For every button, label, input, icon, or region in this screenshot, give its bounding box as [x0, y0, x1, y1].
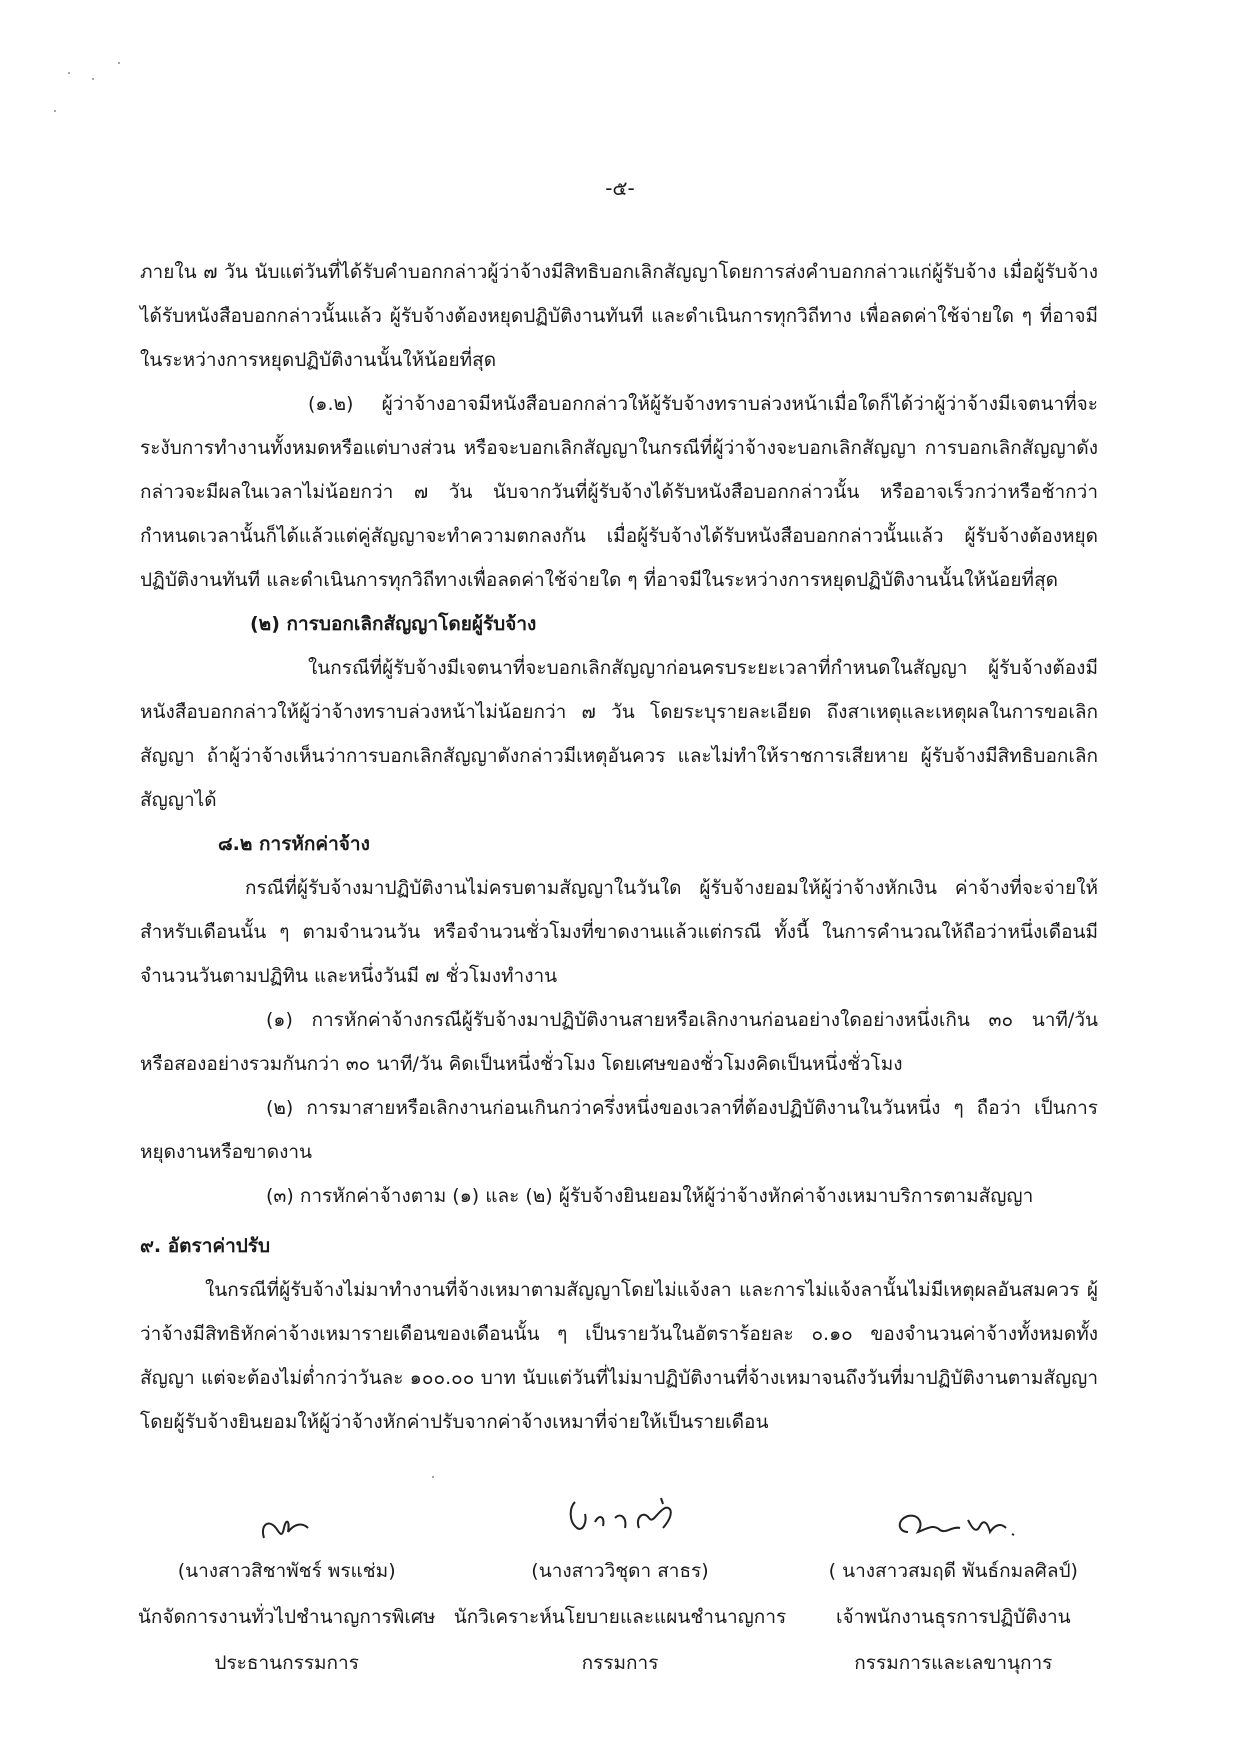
signatory-chair	[120, 1498, 453, 1686]
signatory-name: (นางสาววิชุดา สาธร)	[531, 1560, 709, 1582]
signatory-role: กรรมการและเลขานุการ	[854, 1652, 1053, 1674]
heading-termination-by-contractor: (๒) การบอกเลิกสัญญาโดยผู้รับจ้าง	[250, 613, 537, 635]
signatory-position: เจ้าพนักงานธุรการปฏิบัติงาน	[836, 1606, 1071, 1628]
paragraph-1-2: (๑.๒) ผู้ว่าจ้างอาจมีหนังสือบอกกล่าวให้ผู้รับจ้างทราบล่วงหน้าเมื่อใดก็ได้ว่าผู้ว่าจ้างมีเจตนาที่จะระงับการทำงานทั้งหมดหรือแต่บางส่วน หรือจะบอกเลิกสัญญาในกรณีที่ผู้ว่าจ้างจะบอกเลิกสัญญา การบอกเลิกสัญญาดังกล่าวจะมีผลในเวลาไม่น้อยกว่า ๗ วัน นับจากวันที่ผู้รับจ้างได้รับหนังสือบอกกล่าวนั้น หรืออาจเร็วกว่าหรือช้ากว่ากำหนดเวลานั้นก็ได้แล้วแต่คู่สัญญาจะทำความตกลงกัน เมื่อผู้รับจ้างได้รับหนังสือบอกกล่าวนั้นแล้ว ผู้รับจ้างต้องหยุดปฏิบัติงานทันที และดำเนินการทุกวิถีทางเพื่อลดค่าใช้จ่ายใด ๆ ที่อาจมีในระหว่างการหยุดปฏิบัติงานนั้นให้น้อยที่สุด	[140, 393, 1098, 591]
document-body	[140, 250, 1098, 1444]
signatory-secretary	[787, 1498, 1120, 1686]
handwritten-signature	[787, 1498, 1120, 1548]
handwritten-signature	[453, 1498, 786, 1548]
scan-speck	[68, 72, 70, 74]
signatory-name: (นางสาวสิชาพัชร์ พรแช่ม)	[177, 1560, 396, 1582]
paragraph-deduction-1: (๑) การหักค่าจ้างกรณีผู้รับจ้างมาปฏิบัติงานสายหรือเลิกงานก่อนอย่างใดอย่างหนึ่งเกิน ๓๐ นาที/วัน หรือสองอย่างรวมกันกว่า ๓๐ นาที/วัน คิดเป็นหนึ่งชั่วโมง โดยเศษของชั่วโมงคิดเป็นหนึ่งชั่วโมง	[140, 1009, 1098, 1075]
signatory-role: ประธานกรรมการ	[214, 1652, 359, 1674]
paragraph-wage-deduction: กรณีที่ผู้รับจ้างมาปฏิบัติงานไม่ครบตามสัญญาในวันใด ผู้รับจ้างยอมให้ผู้ว่าจ้างหักเงิน ค่าจ้างที่จะจ่ายให้สำหรับเดือนนั้น ๆ ตามจำนวนวัน หรือจำนวนชั่วโมงที่ขาดงานแล้วแต่กรณี ทั้งนี้ ในการคำนวณให้ถือว่าหนึ่งเดือนมีจำนวนวันตามปฏิทิน และหนึ่งวันมี ๗ ชั่วโมงทำงาน	[140, 877, 1098, 987]
handwritten-signature	[120, 1498, 453, 1548]
scan-speck	[92, 78, 94, 80]
paragraph-continuation: ภายใน ๗ วัน นับแต่วันที่ได้รับคำบอกกล่าวผู้ว่าจ้างมีสิทธิบอกเลิกสัญญาโดยการส่งคำบอกกล่าวแก่ผู้รับจ้าง เมื่อผู้รับจ้างได้รับหนังสือบอกกล่าวนั้นแล้ว ผู้รับจ้างต้องหยุดปฏิบัติงานทันที และดำเนินการทุกวิถีทาง เพื่อลดค่าใช้จ่ายใด ๆ ที่อาจมีในระหว่างการหยุดปฏิบัติงานนั้นให้น้อยที่สุด	[140, 261, 1098, 371]
scan-speck	[118, 62, 120, 64]
signatory-name: ( นางสาวสมฤดี พันธ์กมลศิลป์)	[828, 1560, 1078, 1582]
scan-speck	[54, 110, 56, 112]
heading-8-2: ๘.๒ การหักค่าจ้าง	[218, 833, 370, 855]
signatory-position: นักจัดการงานทั่วไปชำนาญการพิเศษ	[137, 1606, 436, 1628]
signatory-role: กรรมการ	[581, 1652, 659, 1674]
paragraph-penalty-rate: ในกรณีที่ผู้รับจ้างไม่มาทำงานที่จ้างเหมาตามสัญญาโดยไม่แจ้งลา และการไม่แจ้งลานั้นไม่มีเหตุผลอันสมควร ผู้ว่าจ้างมีสิทธิหักค่าจ้างเหมารายเดือนของเดือนนั้น ๆ เป็นรายวันในอัตราร้อยละ ๐.๑๐ ของจำนวนค่าจ้างทั้งหมดทั้งสัญญา แต่จะต้องไม่ต่ำกว่าวันละ ๑๐๐.๐๐ บาท นับแต่วันที่ไม่มาปฏิบัติงานที่จ้างเหมาจนถึงวันที่มาปฏิบัติงานตามสัญญา โดยผู้รับจ้างยินยอมให้ผู้ว่าจ้างหักค่าปรับจากค่าจ้างเหมาที่จ่ายให้เป็นรายเดือน	[140, 1279, 1098, 1433]
scan-speck	[432, 1476, 434, 1478]
signature-block	[120, 1498, 1120, 1686]
paragraph-termination-by-contractor: ในกรณีที่ผู้รับจ้างมีเจตนาที่จะบอกเลิกสัญญาก่อนครบระยะเวลาที่กำหนดในสัญญา ผู้รับจ้างต้องมีหนังสือบอกกล่าวให้ผู้ว่าจ้างทราบล่วงหน้าไม่น้อยกว่า ๗ วัน โดยระบุรายละเอียด ถึงสาเหตุและเหตุผลในการขอเลิกสัญญา ถ้าผู้ว่าจ้างเห็นว่าการบอกเลิกสัญญาดังกล่าวมีเหตุอันควร และไม่ทำให้ราชการเสียหาย ผู้รับจ้างมีสิทธิบอกเลิกสัญญาได้	[140, 657, 1098, 811]
paragraph-deduction-3: (๓) การหักค่าจ้างตาม (๑) และ (๒) ผู้รับจ้างยินยอมให้ผู้ว่าจ้างหักค่าจ้างเหมาบริการตามสัญญา	[266, 1185, 1034, 1207]
heading-9: ๙. อัตราค่าปรับ	[140, 1235, 271, 1257]
signatory-member	[453, 1498, 786, 1686]
page-number: -๕-	[605, 176, 635, 200]
paragraph-deduction-2: (๒) การมาสายหรือเลิกงานก่อนเกินกว่าครึ่งหนึ่งของเวลาที่ต้องปฏิบัติงานในวันหนึ่ง ๆ ถือว่า เป็นการหยุดงานหรือขาดงาน	[140, 1097, 1098, 1163]
signatory-position: นักวิเคราะห์นโยบายและแผนชำนาญการ	[453, 1606, 787, 1628]
